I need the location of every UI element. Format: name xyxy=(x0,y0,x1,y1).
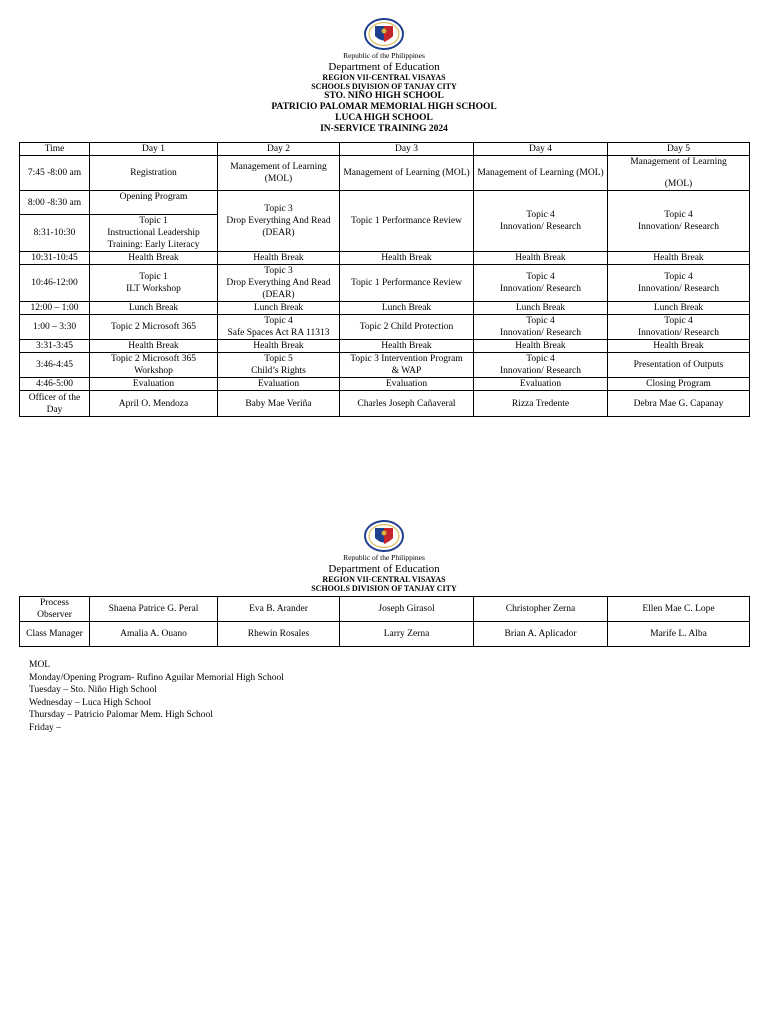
session-cell: Closing Program xyxy=(608,378,750,391)
session-line: Innovation/ Research xyxy=(638,222,719,232)
session-line: Innovation/ Research xyxy=(500,284,581,294)
session-cell: Lunch Break xyxy=(608,302,750,315)
schedule-header-row xyxy=(20,143,750,156)
schedule-row xyxy=(20,353,750,378)
session-cell xyxy=(90,215,218,252)
time-cell: 10:46-12:00 xyxy=(20,265,90,302)
officer-cell: Debra Mae G. Capanay xyxy=(608,391,750,417)
name-cell: Shaena Patrice G. Peral xyxy=(90,597,218,622)
republic-label: Republic of the Philippines xyxy=(343,553,425,562)
column-header: Day 2 xyxy=(218,143,340,156)
event-title: IN-SERVICE TRAINING 2024 xyxy=(320,124,448,134)
time-cell: 8:00 -8:30 am xyxy=(20,191,90,215)
session-cell: Health Break xyxy=(218,340,340,353)
schedule-row xyxy=(20,315,750,340)
officer-cell: Baby Mae Veriña xyxy=(218,391,340,417)
session-cell: Lunch Break xyxy=(218,302,340,315)
school-name: STO. NIÑO HIGH SCHOOL xyxy=(324,91,444,101)
column-header: Day 4 xyxy=(474,143,608,156)
deped-seal-icon xyxy=(364,520,404,552)
session-line: Topic 4 xyxy=(526,354,555,364)
session-cell: Health Break xyxy=(474,252,608,265)
session-cell xyxy=(474,353,608,378)
name-cell: Amalia A. Ouano xyxy=(90,622,218,647)
officer-cell: Charles Joseph Cañaveral xyxy=(340,391,474,417)
session-line: Management of Learning xyxy=(630,157,727,167)
session-line: Drop Everything And Read (DEAR) xyxy=(226,278,331,300)
time-cell: 8:31-10:30 xyxy=(20,215,90,252)
time-cell: 10:31-10:45 xyxy=(20,252,90,265)
session-line: ILT Workshop xyxy=(126,284,181,294)
session-cell: Health Break xyxy=(90,340,218,353)
header-bottom xyxy=(0,553,768,593)
schedule-row xyxy=(20,391,750,417)
notes-title: MOL xyxy=(29,660,51,670)
session-line: Topic 4 xyxy=(664,272,693,282)
role-cell: Process Observer xyxy=(20,597,90,622)
session-cell: Lunch Break xyxy=(90,302,218,315)
name-cell: Joseph Girasol xyxy=(340,597,474,622)
session-cell xyxy=(90,265,218,302)
schedule-row xyxy=(20,302,750,315)
session-cell: Health Break xyxy=(340,340,474,353)
session-cell: Health Break xyxy=(218,252,340,265)
session-line: Topic 4 xyxy=(664,316,693,326)
school-name: PATRICIO PALOMAR MEMORIAL HIGH SCHOOL xyxy=(271,102,497,112)
time-cell: 7:45 -8:00 am xyxy=(20,156,90,191)
region-label: REGION VII-CENTRAL VISAYAS xyxy=(322,575,446,584)
session-cell: Registration xyxy=(90,156,218,191)
session-line: Innovation/ Research xyxy=(500,222,581,232)
deped-seal-icon xyxy=(364,18,404,50)
session-cell xyxy=(218,315,340,340)
session-line: Topic 3 xyxy=(264,266,293,276)
staff-row xyxy=(20,622,750,647)
header-top xyxy=(0,51,768,135)
session-cell: Management of Learning (MOL) xyxy=(474,156,608,191)
schedule-row xyxy=(20,378,750,391)
session-line: Safe Spaces Act RA 11313 xyxy=(227,328,330,338)
division-label: SCHOOLS DIVISION OF TANJAY CITY xyxy=(311,584,457,593)
staff-table xyxy=(19,596,750,647)
session-cell: Lunch Break xyxy=(340,302,474,315)
session-cell: Health Break xyxy=(608,252,750,265)
session-cell: Presentation of Outputs xyxy=(608,353,750,378)
session-line: Topic 5 xyxy=(264,354,293,364)
notes-line: Friday – xyxy=(29,722,61,733)
name-cell: Brian A. Aplicador xyxy=(474,622,608,647)
session-line: Topic 3 xyxy=(264,204,293,214)
session-line: Topic 3 Intervention Program xyxy=(350,354,463,364)
time-cell: 1:00 – 3:30 xyxy=(20,315,90,340)
session-cell xyxy=(608,265,750,302)
session-cell: Health Break xyxy=(608,340,750,353)
name-cell: Christopher Zerna xyxy=(474,597,608,622)
session-line: Drop Everything And Read (DEAR) xyxy=(226,216,331,238)
notes-line: Monday/Opening Program- Rufino Aguilar Memorial High School xyxy=(29,672,284,683)
session-cell xyxy=(218,353,340,378)
schedule-row xyxy=(20,156,750,191)
officer-cell: April O. Mendoza xyxy=(90,391,218,417)
session-line: Workshop xyxy=(134,366,173,376)
session-line: Innovation/ Research xyxy=(638,284,719,294)
session-cell: Lunch Break xyxy=(474,302,608,315)
division-label: SCHOOLS DIVISION OF TANJAY CITY xyxy=(311,82,457,91)
session-cell xyxy=(608,156,750,191)
schedule-row xyxy=(20,340,750,353)
session-line: Topic 4 xyxy=(664,210,693,220)
session-line: & WAP xyxy=(391,366,422,376)
notes-line: Wednesday – Luca High School xyxy=(29,697,152,708)
department-title: Department of Education xyxy=(328,563,440,575)
notes-line: Tuesday – Sto. Niño High School xyxy=(29,685,157,695)
region-label: REGION VII-CENTRAL VISAYAS xyxy=(322,73,446,82)
column-header: Day 5 xyxy=(608,143,750,156)
session-cell xyxy=(474,191,608,252)
session-cell xyxy=(474,315,608,340)
session-line: Topic 4 xyxy=(264,316,293,326)
notes-line: Thursday – Patricio Palomar Mem. High School xyxy=(29,710,213,720)
session-cell: Evaluation xyxy=(90,378,218,391)
schedule-row xyxy=(20,265,750,302)
name-cell: Marife L. Alba xyxy=(608,622,750,647)
session-line: Innovation/ Research xyxy=(500,366,581,376)
session-line: (MOL) xyxy=(664,179,693,189)
session-cell xyxy=(340,353,474,378)
session-cell: Health Break xyxy=(340,252,474,265)
republic-label: Republic of the Philippines xyxy=(343,51,425,60)
department-title: Department of Education xyxy=(328,61,440,73)
session-cell: Opening Program xyxy=(90,191,218,215)
session-cell: Health Break xyxy=(474,340,608,353)
session-line: Innovation/ Research xyxy=(638,328,719,338)
session-cell: Management of Learning (MOL) xyxy=(218,156,340,191)
session-line: Topic 4 xyxy=(526,210,555,220)
session-cell xyxy=(218,191,340,252)
session-cell: Evaluation xyxy=(340,378,474,391)
session-line: Instructional Leadership Training: Early Literacy xyxy=(107,228,200,250)
schedule-row xyxy=(20,252,750,265)
column-header: Time xyxy=(20,143,90,156)
session-cell: Evaluation xyxy=(474,378,608,391)
session-line: Innovation/ Research xyxy=(500,328,581,338)
column-header: Day 1 xyxy=(90,143,218,156)
session-line: Topic 1 xyxy=(139,216,168,226)
name-cell: Eva B. Arander xyxy=(218,597,340,622)
officer-cell: Rizza Tredente xyxy=(474,391,608,417)
time-cell: 4:46-5:00 xyxy=(20,378,90,391)
time-cell: Officer of the Day xyxy=(20,391,90,417)
session-cell xyxy=(474,265,608,302)
session-cell xyxy=(90,353,218,378)
session-line: Child’s Rights xyxy=(251,366,306,376)
session-cell: Health Break xyxy=(90,252,218,265)
school-name: LUCA HIGH SCHOOL xyxy=(335,113,433,123)
session-cell: Topic 2 Microsoft 365 xyxy=(90,315,218,340)
schedule-row xyxy=(20,191,750,215)
name-cell: Larry Zerna xyxy=(340,622,474,647)
session-cell: Topic 2 Child Protection xyxy=(340,315,474,340)
session-cell xyxy=(608,191,750,252)
session-cell: Topic 1 Performance Review xyxy=(340,191,474,252)
name-cell: Ellen Mae C. Lope xyxy=(608,597,750,622)
session-cell: Management of Learning (MOL) xyxy=(340,156,474,191)
session-cell xyxy=(608,315,750,340)
session-line: Topic 4 xyxy=(526,272,555,282)
session-cell xyxy=(218,265,340,302)
time-cell: 12:00 – 1:00 xyxy=(20,302,90,315)
role-cell: Class Manager xyxy=(20,622,90,647)
schedule-table xyxy=(19,142,750,417)
session-cell: Topic 1 Performance Review xyxy=(340,265,474,302)
staff-row xyxy=(20,597,750,622)
mol-notes xyxy=(29,659,284,734)
session-line: Topic 1 xyxy=(139,272,168,282)
name-cell: Rhewin Rosales xyxy=(218,622,340,647)
column-header: Day 3 xyxy=(340,143,474,156)
session-line: Topic 4 xyxy=(526,316,555,326)
time-cell: 3:46-4:45 xyxy=(20,353,90,378)
session-line: Topic 2 Microsoft 365 xyxy=(110,354,197,364)
session-cell: Evaluation xyxy=(218,378,340,391)
time-cell: 3:31-3:45 xyxy=(20,340,90,353)
